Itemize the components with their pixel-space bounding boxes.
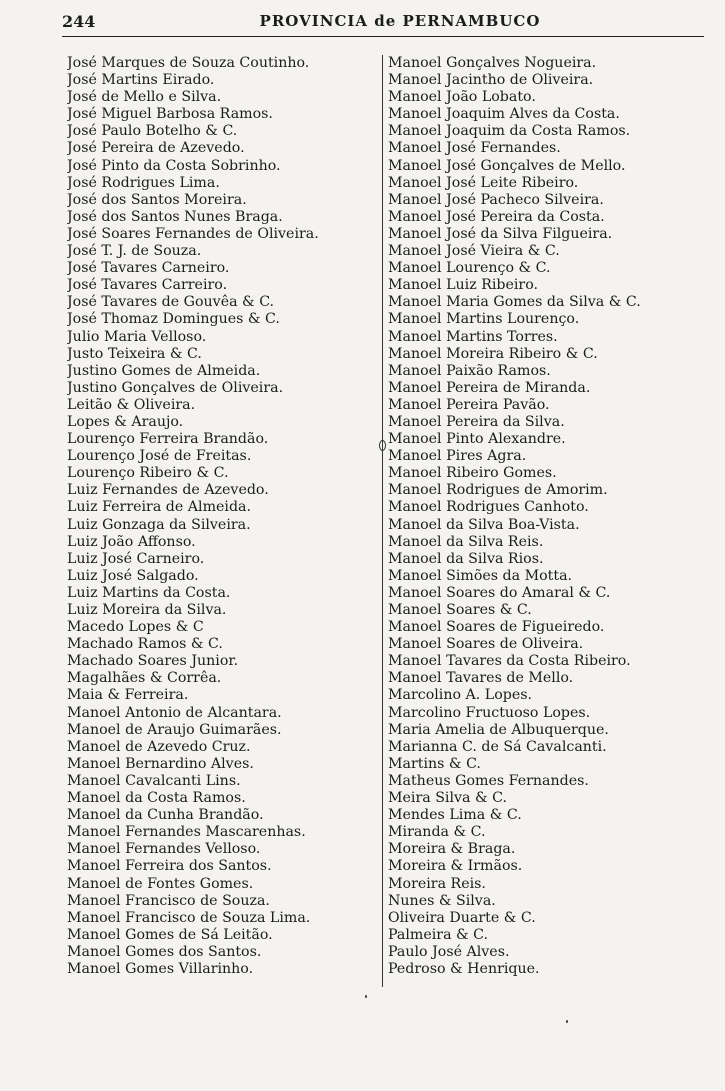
list-item: Pedroso & Henrique. <box>388 960 540 977</box>
list-item: Justo Teixeira & C. <box>67 345 202 362</box>
running-title: PROVINCIA de PERNAMBUCO <box>259 12 541 30</box>
list-item: Macedo Lopes & C <box>67 619 204 636</box>
list-item: Manoel Bernardino Alves. <box>67 755 254 772</box>
list-item: Palmeira & C. <box>388 926 489 943</box>
list-item: Manoel Tavares de Mello. <box>388 670 574 687</box>
list-item: Manoel Soares de Oliveira. <box>388 636 584 653</box>
list-item: Manoel da Costa Ramos. <box>67 790 246 807</box>
ink-speck <box>566 1020 568 1023</box>
list-item: Manoel Gonçalves Nogueira. <box>388 55 597 71</box>
list-item: Lourenço Ribeiro & C. <box>67 465 229 482</box>
list-item: Manoel Soares de Figueiredo. <box>388 619 605 636</box>
list-item: Manoel José da Silva Filgueira. <box>388 225 613 242</box>
column-divider <box>382 55 383 987</box>
list-item: Manoel José Pereira da Costa. <box>388 208 605 225</box>
list-item: Justino Gomes de Almeida. <box>67 362 261 379</box>
list-item: José Martins Eirado. <box>67 72 215 89</box>
list-item: José Pereira de Azevedo. <box>67 140 245 157</box>
list-item: José Rodrigues Lima. <box>67 174 220 191</box>
list-item: Manoel da Silva Rios. <box>388 550 544 567</box>
list-item: Maia & Ferreira. <box>67 687 189 704</box>
list-item: Marcolino A. Lopes. <box>388 687 533 704</box>
list-item: Manoel Rodrigues de Amorim. <box>388 482 608 499</box>
list-item: José Soares Fernandes de Oliveira. <box>67 225 319 242</box>
list-item: Manoel Francisco de Souza Lima. <box>67 909 311 926</box>
list-item: Manoel Pires Agra. <box>388 448 527 465</box>
list-item: José Tavares Carneiro. <box>67 260 230 277</box>
list-item: Julio Maria Velloso. <box>67 328 207 345</box>
list-item: Nunes & Silva. <box>388 892 496 909</box>
list-item: Manoel Ribeiro Gomes. <box>388 465 557 482</box>
list-item: Marianna C. de Sá Cavalcanti. <box>388 738 607 755</box>
list-item: Manoel Rodrigues Canhoto. <box>388 499 589 516</box>
list-item: Manoel José Leite Ribeiro. <box>388 174 579 191</box>
list-item: Luiz Ferreira de Almeida. <box>67 499 252 516</box>
list-item: Manoel Cavalcanti Lins. <box>67 772 241 789</box>
ink-speck <box>365 995 367 998</box>
list-item: Manoel da Cunha Brandão. <box>67 807 264 824</box>
list-item: Marcolino Fructuoso Lopes. <box>388 704 591 721</box>
list-item: Paulo José Alves. <box>388 943 510 960</box>
list-item: José T. J. de Souza. <box>67 243 202 260</box>
list-item: Manoel Gomes Villarinho. <box>67 960 254 977</box>
page-number: 244 <box>62 12 96 31</box>
list-item: Manoel Joaquim da Costa Ramos. <box>388 123 631 140</box>
list-item: Manoel Lourenço & C. <box>388 260 551 277</box>
list-item: Moreira Reis. <box>388 875 486 892</box>
list-item: Manoel Simões da Motta. <box>388 567 573 584</box>
list-item: Manoel da Silva Boa-Vista. <box>388 516 580 533</box>
list-item: Machado Ramos & C. <box>67 636 223 653</box>
list-item: Manoel José Fernandes. <box>388 140 561 157</box>
list-item: Luiz Moreira da Silva. <box>67 602 227 618</box>
list-item: Leitão & Oliveira. <box>67 396 196 413</box>
list-item: Manoel José Vieira & C. <box>388 243 560 260</box>
list-item: Oliveira Duarte & C. <box>388 909 536 926</box>
list-item: Manoel José Pacheco Silveira. <box>388 191 604 208</box>
list-item: José Tavares Carreiro. <box>67 277 228 294</box>
list-item: Lopes & Araujo. <box>67 413 184 430</box>
list-item: Luiz Fernandes de Azevedo. <box>67 482 269 499</box>
ink-mark <box>379 440 386 451</box>
list-item: Lourenço Ferreira Brandão. <box>67 431 269 448</box>
list-item: Manoel da Silva Reis. <box>388 533 544 550</box>
list-item: Manoel Fernandes Mascarenhas. <box>67 824 306 841</box>
list-item: Manoel Maria Gomes da Silva & C. <box>388 294 641 311</box>
list-item: Manoel João Lobato. <box>388 89 536 106</box>
list-item: Manoel Ferreira dos Santos. <box>67 858 272 875</box>
list-item: Mendes Lima & C. <box>388 807 522 824</box>
list-item: Manoel Pereira Pavão. <box>388 396 550 413</box>
list-item: José Tavares de Gouvêa & C. <box>67 294 275 311</box>
list-item: Manoel Gomes de Sá Leitão. <box>67 926 273 943</box>
list-item: Manoel Joaquim Alves da Costa. <box>388 106 620 123</box>
list-item: Manoel Gomes dos Santos. <box>67 943 262 960</box>
list-item: Manoel de Araujo Guimarães. <box>67 721 282 738</box>
list-item: Miranda & C. <box>388 824 486 841</box>
list-item: Manoel Luiz Ribeiro. <box>388 277 539 294</box>
list-item: Manoel Antonio de Alcantara. <box>67 704 282 721</box>
right-column <box>388 55 706 978</box>
list-item: Manoel Fernandes Velloso. <box>67 841 261 858</box>
list-item: Manoel Jacintho de Oliveira. <box>388 72 594 89</box>
list-item: Justino Gonçalves de Oliveira. <box>67 379 284 396</box>
list-item: Manoel Tavares da Costa Ribeiro. <box>388 653 631 670</box>
list-item: Magalhães & Corrêa. <box>67 670 222 687</box>
list-item: José Thomaz Domingues & C. <box>67 311 280 328</box>
list-item: José Marques de Souza Coutinho. <box>67 55 310 71</box>
list-item: Luiz Gonzaga da Silveira. <box>67 516 251 533</box>
list-item: José de Mello e Silva. <box>67 89 222 106</box>
list-item: José Paulo Botelho & C. <box>67 123 238 140</box>
list-item: José Miguel Barbosa Ramos. <box>67 106 273 123</box>
list-item: Manoel Martins Torres. <box>388 328 558 345</box>
list-item: Machado Soares Junior. <box>67 653 239 670</box>
list-item: Manoel Pinto Alexandre. <box>388 431 566 448</box>
list-item: Matheus Gomes Fernandes. <box>388 772 589 789</box>
list-item: Moreira & Braga. <box>388 841 516 858</box>
list-item: Luiz José Carneiro. <box>67 550 205 567</box>
list-item: Moreira & Irmãos. <box>388 858 523 875</box>
list-item: Manoel Martins Lourenço. <box>388 311 580 328</box>
list-item: Manoel Paixão Ramos. <box>388 362 551 379</box>
list-item: José dos Santos Moreira. <box>67 191 247 208</box>
list-item: Manoel Moreira Ribeiro & C. <box>388 345 598 362</box>
list-item: Manoel Pereira de Miranda. <box>388 379 591 396</box>
list-item: José Pinto da Costa Sobrinho. <box>67 157 281 174</box>
list-item: Manoel José Gonçalves de Mello. <box>388 157 626 174</box>
list-item: Manoel de Azevedo Cruz. <box>67 738 251 755</box>
list-item: Manoel Soares do Amaral & C. <box>388 584 611 601</box>
list-item: Martins & C. <box>388 755 481 772</box>
list-item: Manoel Pereira da Silva. <box>388 413 565 430</box>
list-item: Meira Silva & C. <box>388 790 507 807</box>
left-column <box>67 55 382 978</box>
header-rule <box>62 36 704 37</box>
list-item: Luiz José Salgado. <box>67 567 199 584</box>
list-item: Maria Amelia de Albuquerque. <box>388 721 609 738</box>
list-item: Luiz João Affonso. <box>67 533 196 550</box>
list-item: Manoel de Fontes Gomes. <box>67 875 254 892</box>
list-item: Lourenço José de Freitas. <box>67 448 252 465</box>
list-item: José dos Santos Nunes Braga. <box>67 208 283 225</box>
list-item: Luiz Martins da Costa. <box>67 584 231 601</box>
list-item: Manoel Francisco de Souza. <box>67 892 270 909</box>
list-item: Manoel Soares & C. <box>388 602 532 618</box>
